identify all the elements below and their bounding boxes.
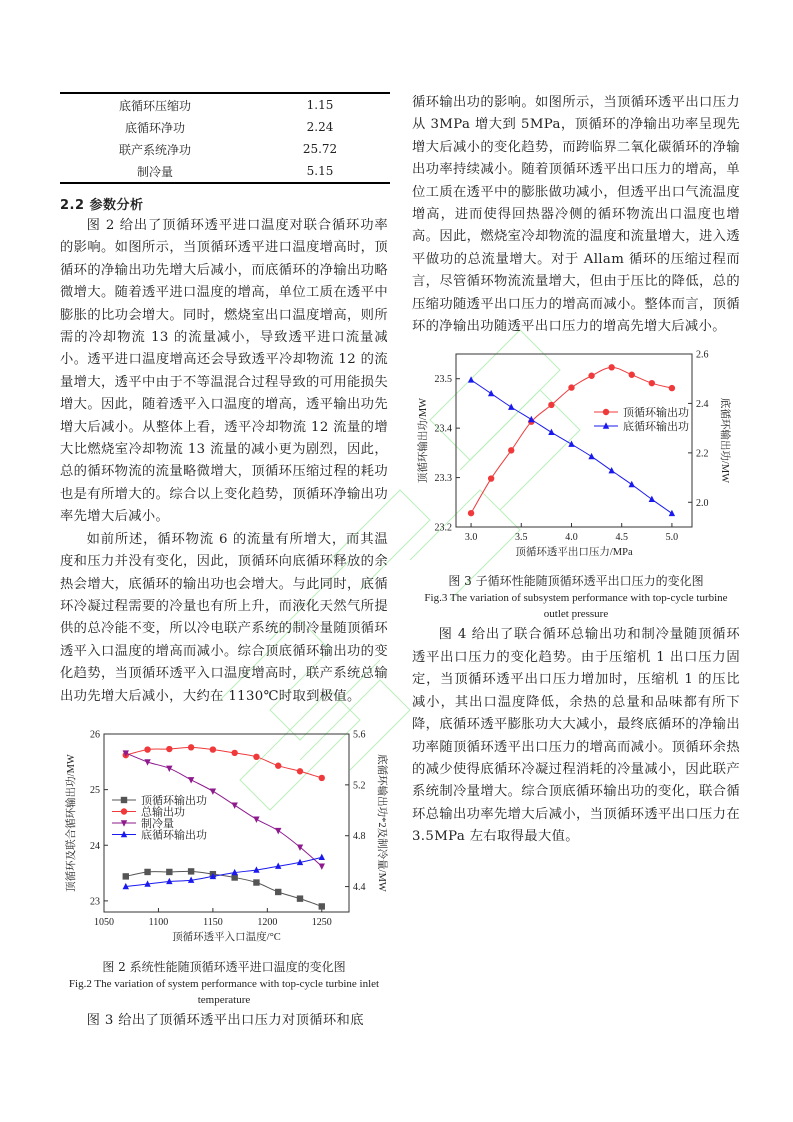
paragraph: 图 3 给出了顶循环透平出口压力对顶循环和底	[86, 1012, 364, 1028]
figure-2	[60, 722, 388, 1008]
right-column	[412, 92, 740, 849]
svg-text:底循环输出功/MW: 底循环输出功/MW	[719, 398, 730, 484]
paragraph: 图 2 给出了顶循环透平进口温度对联合循环功率的影响。如图所示，当顶循环透平进口温度增高时，顶循环的净输出功先增大后减小，而底循环的净输出功略微增大。随着透平进口温度的增高，单位工质在透平中膨胀的比功会增大。同时，燃烧室出口温度增高，则所需的冷却物流 13 的流量减小，导致透平进口流量减小。透平进口温度增高还会导致透平冷却物流 12 的流量增大，透平中由于不等温混合过程导致的可用能损失增大。因此，随着透平入口温度的增高，透平输出功先增大后减小。从整体上看，透平冷却物流 12 流量的增大比燃烧室冷却物流 13 流量的减小更为剧烈，因此，总的循环物流的流量略微增大，顶循环压缩过程的耗功也是有所增大的。综合以上变化趋势，顶循环净输出功率先增大后减小。	[60, 218, 388, 525]
svg-text:顶循环输出功: 顶循环输出功	[141, 794, 207, 807]
left-column	[60, 92, 388, 1032]
svg-text:1250: 1250	[311, 916, 332, 928]
row-value: 1.15	[306, 98, 334, 112]
table-row	[60, 93, 390, 116]
svg-text:顶循环输出功: 顶循环输出功	[623, 407, 689, 420]
svg-text:底循环输出功: 底循环输出功	[623, 421, 689, 434]
svg-text:26: 26	[90, 729, 100, 741]
svg-text:底循环输出功*2及制冷量/MW: 底循环输出功*2及制冷量/MW	[376, 754, 387, 892]
svg-text:23.5: 23.5	[434, 374, 452, 386]
table-row	[60, 160, 390, 183]
svg-text:24: 24	[90, 840, 100, 852]
section-heading: 2.2 参数分析	[60, 198, 144, 213]
svg-text:5.6: 5.6	[353, 729, 366, 741]
svg-text:顶循环及联合循环输出功/MW: 顶循环及联合循环输出功/MW	[66, 754, 77, 892]
table-row	[60, 116, 390, 138]
plot-area	[64, 729, 389, 943]
svg-text:总输出功: 总输出功	[141, 806, 185, 819]
row-value: 25.72	[302, 142, 338, 156]
row-label: 联产系统净功	[118, 142, 191, 157]
svg-text:1050: 1050	[94, 916, 114, 928]
row-label: 底循环净功	[124, 120, 185, 135]
svg-text:顶循环透平出口压力/MPa: 顶循环透平出口压力/MPa	[515, 547, 633, 559]
svg-text:23: 23	[90, 896, 100, 908]
table-row	[60, 138, 390, 160]
legend	[112, 793, 207, 842]
svg-text:顶循环透平入口温度/°C: 顶循环透平入口温度/°C	[172, 931, 281, 943]
row-value: 5.15	[306, 164, 334, 178]
paragraph: 如前所述，循环物流 6 的流量有所增大，而其温度和压力并没有变化，因此，顶循环向底循环释放的余热会增大，底循环的输出功也会增大。与此同时，底循环冷凝过程需要的冷量也有所上升，而液化天然气所提供的总冷能不变，所以冷电联产系统的制冷量随顶循环透平入口温度的增高而减小。综合顶底循环输出功的变化趋势，当顶循环透平入口温度增高时，联产系统总输出功先增大后减小，大约在 1130℃时取到极值。	[60, 531, 388, 704]
series-line	[468, 377, 675, 517]
figure-3	[412, 340, 740, 622]
paragraph: 循环输出功的影响。如图所示，当顶循环透平出口压力从 3MPa 增大到 5MPa，顶循环的净输出功率呈现先增大后减小的变化趋势，而跨临界二氧化碳循环的净输出功率持续减小。随着顶循环透平出口压力的增高，单位工质在透平中的膨胀做功减小，但透平出口气流温度增高，进而使得回热器冷侧的循环物流出口温度也增高。因此，燃烧室冷却物流的温度和流量增大，进入透平做功的总流量增大。对于 Allam 循环的压缩过程而言，尽管循环物流流量增大，但由于压比的降低，总的压缩功随透平出口压力的增高而减小。整体而言，顶循环的净输出功随透平出口压力的增高先增大后减小。	[412, 95, 740, 335]
row-label: 制冷量	[136, 164, 173, 179]
svg-text:25: 25	[90, 785, 100, 797]
results-table	[60, 92, 390, 184]
svg-text:4.5: 4.5	[615, 532, 628, 544]
svg-text:1200: 1200	[257, 916, 278, 928]
svg-text:23.4: 23.4	[434, 424, 452, 436]
svg-text:2.0: 2.0	[696, 498, 709, 510]
figure-2-caption-cn: 图 2 系统性能随顶循环透平进口温度的变化图	[102, 959, 346, 974]
figure-3-caption-en: Fig.3 The variation of subsystem performance with top-cycle turbine outlet pressure	[424, 592, 728, 621]
svg-text:2.6: 2.6	[696, 349, 709, 361]
svg-text:23.2: 23.2	[434, 522, 452, 534]
series-line	[123, 744, 325, 781]
paragraph: 图 4 给出了联合循环总输出功和制冷量随顶循环透平出口压力的变化趋势。由于压缩机 1 出口压力固定，当顶循环透平出口压力增加时，压缩机 1 的压比减小，其出口温度降低，余热的总量和品味都有所下降，底循环透平膨胀功大大减小，最终底循环的净输出功率随顶循环透平出口压力的增高而减小。顶循环余热的减少使得底循环冷凝过程消耗的冷量减小，因此联产系统制冷量增大。综合顶底循环输出功的变化，联合循环总输出功率先增大后减小，当顶循环透平出口压力在 3.5MPa 左右取得最大值。	[412, 627, 740, 845]
svg-text:2.4: 2.4	[696, 399, 709, 411]
svg-text:底循环输出功: 底循环输出功	[141, 829, 207, 842]
svg-text:1100: 1100	[148, 916, 169, 928]
figure-3-chart	[412, 340, 742, 568]
svg-text:5.0: 5.0	[665, 532, 679, 544]
row-value: 2.24	[306, 120, 334, 134]
svg-text:5.2: 5.2	[353, 780, 366, 792]
svg-text:制冷量: 制冷量	[141, 817, 174, 830]
figure-2-caption-en: Fig.2 The variation of system performance with top-cycle turbine inlet temperature	[68, 977, 380, 1006]
plot-area	[416, 350, 732, 559]
svg-text:顶循环输出功/MW: 顶循环输出功/MW	[418, 398, 429, 484]
svg-text:3.0: 3.0	[464, 532, 478, 544]
svg-text:4.8: 4.8	[353, 831, 366, 843]
svg-text:3.5: 3.5	[515, 532, 528, 544]
figure-2-chart	[60, 722, 390, 954]
row-label: 底循环压缩功	[118, 98, 191, 113]
svg-text:2.2: 2.2	[696, 448, 709, 460]
svg-text:4.4: 4.4	[353, 882, 366, 894]
svg-text:1150: 1150	[203, 916, 223, 928]
svg-text:4.0: 4.0	[565, 532, 578, 544]
legend	[594, 405, 689, 433]
svg-text:23.3: 23.3	[434, 473, 452, 485]
figure-3-caption-cn: 图 3 子循环性能随顶循环透平出口压力的变化图	[448, 574, 704, 589]
